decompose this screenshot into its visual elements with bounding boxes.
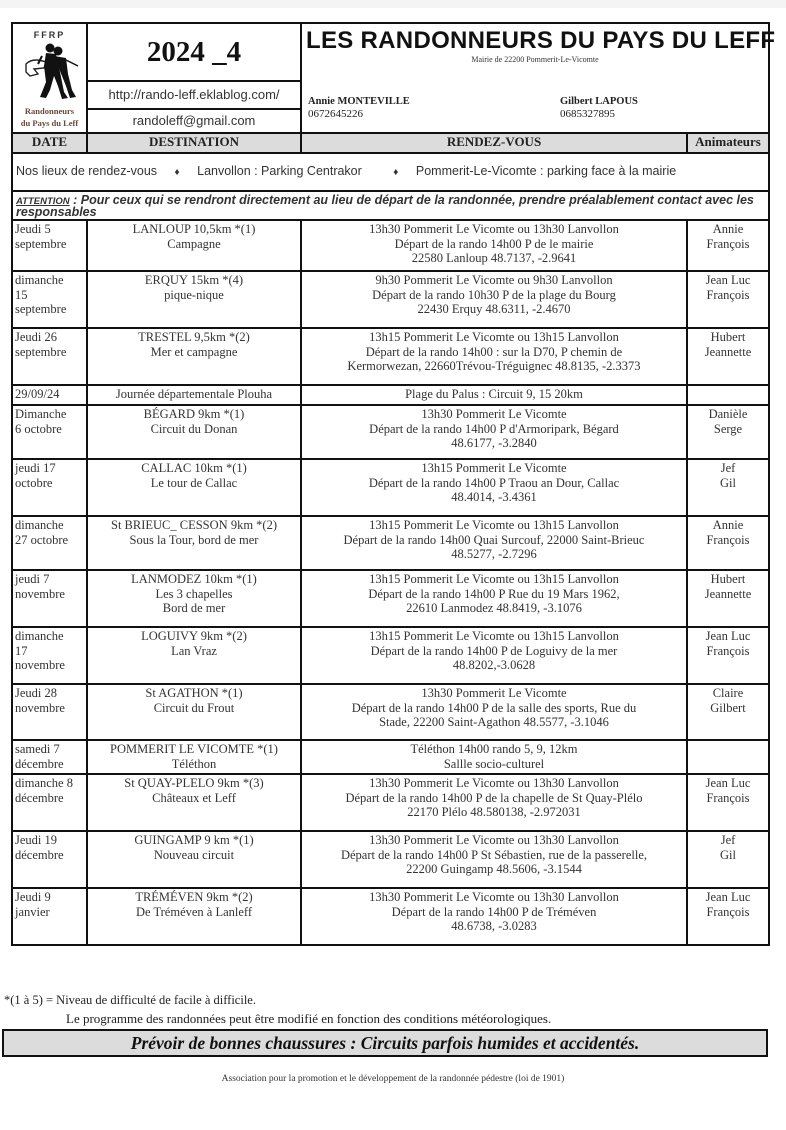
hike-rendezvous <box>301 459 687 516</box>
club-logo <box>12 23 87 133</box>
hike-date-line: Jeudi 19 <box>15 833 58 847</box>
hike-animateurs-line: François <box>706 236 750 251</box>
hike-destination <box>87 328 301 385</box>
hike-animateurs-line: Gil <box>720 847 736 862</box>
hike-destination <box>87 405 301 459</box>
hike-date <box>12 627 87 684</box>
hike-rendezvous-line: 22610 Lanmodez 48.8419, -3.1076 <box>406 601 582 615</box>
hike-destination-line: LANMODEZ 10km *(1) <box>131 572 257 586</box>
logo-ffrp-text: FFRP <box>33 30 66 40</box>
hike-date-line: 15 <box>15 287 28 302</box>
meeting-points-row <box>12 153 769 191</box>
hike-rendezvous <box>301 684 687 740</box>
hike-rendezvous-line: Départ de la rando 14h00 Quai Surcouf, 22000 Saint-Brieuc <box>343 532 645 547</box>
hike-date <box>12 570 87 627</box>
hike-rendezvous-line: Départ de la rando 14h00 P St Sébastien, rue de la passerelle, <box>340 847 648 862</box>
hike-animateurs-line: Annie <box>712 222 744 236</box>
hike-date-line: novembre <box>15 700 65 715</box>
hike-rendezvous-line: Sallle socio-culturel <box>443 756 545 771</box>
contact-2-phone: 0685327895 <box>560 108 615 120</box>
hike-destination <box>87 888 301 945</box>
program-document <box>11 22 776 946</box>
hike-rendezvous-line: Kermorwezan, 22660Trévou-Tréguignec 48.8135, -2.3373 <box>347 359 641 373</box>
hike-rendezvous-line: Départ de la rando 14h00 P d'Armoripark, Bégard <box>369 421 619 436</box>
hike-rendezvous-line: 48.6738, -3.0283 <box>451 919 537 933</box>
club-name: LES RANDONNEURS DU PAYS DU LEFF <box>306 27 776 54</box>
hike-date-line: décembre <box>15 847 64 862</box>
hike-rendezvous <box>301 271 687 328</box>
hike-date-line: septembre <box>15 344 67 359</box>
hike-animateurs <box>687 405 769 459</box>
difficulty-note: *(1 à 5) = Niveau de difficulté de facile à difficile. <box>4 993 256 1007</box>
hike-date-line: 29/09/24 <box>15 387 60 401</box>
hike-destination-line: LOGUIVY 9km *(2) <box>141 629 247 643</box>
hikes-table <box>11 132 770 946</box>
hike-row <box>12 888 769 945</box>
document-header <box>11 22 776 134</box>
hike-rendezvous <box>301 405 687 459</box>
hike-destination-line: Campagne <box>167 236 221 251</box>
hike-rendezvous-line: 48.5277, -2.7296 <box>451 547 537 561</box>
hike-date-line: décembre <box>15 756 64 771</box>
hike-destination-line: TRESTEL 9,5km *(2) <box>138 330 250 344</box>
hike-date-line: décembre <box>15 790 64 805</box>
hike-destination <box>87 627 301 684</box>
hike-rendezvous-line: 13h30 Pommerit Le Vicomte ou 13h30 Lanvollon <box>369 222 619 236</box>
email-link[interactable]: randoleff@gmail.com <box>87 109 301 133</box>
hike-date-line: octobre <box>15 475 53 490</box>
hike-date-line: janvier <box>15 904 50 919</box>
column-header-animateurs: Animateurs <box>687 133 769 153</box>
hike-rendezvous-line: Départ de la rando 14h00 P de la chapelle de St Quay-Plélo <box>345 790 643 805</box>
hike-destination-line: ERQUY 15km *(4) <box>144 273 244 287</box>
hike-row <box>12 516 769 570</box>
club-address: Mairie de 22200 Pommerit-Le-Vicomte <box>471 55 599 64</box>
hike-rendezvous-line: 13h15 Pommerit Le Vicomte ou 13h15 Lanvollon <box>369 629 619 643</box>
hike-rendezvous-line: Départ de la rando 14h00 P de Tréméven <box>391 904 597 919</box>
hike-row <box>12 627 769 684</box>
hike-row <box>12 570 769 627</box>
hike-rendezvous-line: 13h30 Pommerit Le Vicomte <box>421 686 567 700</box>
hike-animateurs-line: François <box>706 790 750 805</box>
hike-date-line: dimanche <box>15 273 64 287</box>
hike-destination-line: Circuit du Frout <box>153 700 235 715</box>
column-header-rendezvous: RENDEZ-VOUS <box>301 133 687 153</box>
hike-date <box>12 888 87 945</box>
hike-rendezvous <box>301 385 687 405</box>
contact-1 <box>308 95 410 121</box>
hike-animateurs-line: Jean Luc <box>705 776 751 790</box>
hike-rendezvous <box>301 328 687 385</box>
hike-rendezvous-line: Téléthon 14h00 rando 5, 9, 12km <box>410 742 578 756</box>
hike-row <box>12 740 769 774</box>
hike-date-line: Dimanche <box>15 407 67 421</box>
hike-animateurs <box>687 220 769 271</box>
attention-label: ATTENTION <box>16 196 70 207</box>
hike-date-line: jeudi 17 <box>15 461 56 475</box>
hike-destination-line: Téléthon <box>171 756 217 771</box>
hike-date <box>12 271 87 328</box>
diamond-bullet-icon: ♦ <box>393 166 399 178</box>
hike-rendezvous-line: 13h15 Pommerit Le Vicomte ou 13h15 Lanvollon <box>369 572 619 586</box>
hike-destination-line: Nouveau circuit <box>153 847 235 862</box>
attention-row <box>12 191 769 220</box>
hike-rendezvous-line: 22200 Guingamp 48.5606, -3.1544 <box>406 862 582 876</box>
hike-rendezvous-line: 48.4014, -3.4361 <box>451 490 537 504</box>
hike-date <box>12 328 87 385</box>
hike-date <box>12 459 87 516</box>
program-note: Le programme des randonnées peut être modifié en fonction des conditions météorologiques. <box>66 1011 552 1026</box>
hike-row <box>12 831 769 888</box>
hike-rendezvous-line: Départ de la rando 14h00 P de la salle des sports, Rue du <box>351 700 637 715</box>
hike-rendezvous <box>301 740 687 774</box>
hike-rendezvous-line: Départ de la rando 10h30 P de la plage du Bourg <box>372 287 616 302</box>
hike-rendezvous <box>301 570 687 627</box>
hike-row <box>12 684 769 740</box>
hike-animateurs-line: Gilbert <box>710 700 746 715</box>
program-code: 2024 _4 <box>87 23 301 81</box>
hike-animateurs-line: Jef <box>720 833 736 847</box>
hike-row <box>12 271 769 328</box>
shoes-warning-banner: Prévoir de bonnes chaussures : Circuits parfois humides et accidentés. <box>2 1029 768 1057</box>
hike-date-line: Jeudi 26 <box>15 330 58 344</box>
hike-destination-line: Le tour de Callac <box>150 475 238 490</box>
hike-destination-line: Sous la Tour, bord de mer <box>129 532 259 547</box>
hike-animateurs <box>687 684 769 740</box>
hike-destination-line: St BRIEUC_ CESSON 9km *(2) <box>111 518 277 532</box>
hike-destination <box>87 271 301 328</box>
hike-destination-line: Circuit du Donan <box>150 421 238 436</box>
hike-date-line: novembre <box>15 586 65 601</box>
hike-rendezvous-line: Stade, 22200 Saint-Agathon 48.5577, -3.1046 <box>379 715 609 729</box>
hike-animateurs <box>687 271 769 328</box>
hike-rendezvous-line: Départ de la rando 14h00 P de le mairie <box>394 236 594 251</box>
hike-animateurs-line: Jeannette <box>704 344 752 359</box>
hike-date-line: septembre <box>15 302 67 316</box>
hike-rendezvous-line: 13h30 Pommerit Le Vicomte ou 13h30 Lanvollon <box>369 833 619 847</box>
hike-date-line: Jeudi 5 <box>15 222 51 236</box>
hike-date-line: dimanche <box>15 518 64 532</box>
table-header-row <box>12 133 769 153</box>
hike-date <box>12 831 87 888</box>
contact-2 <box>560 95 638 121</box>
hike-animateurs-line: Hubert <box>710 572 746 586</box>
hike-animateurs <box>687 627 769 684</box>
contact-2-name: Gilbert LAPOUS <box>560 96 638 107</box>
hike-rendezvous <box>301 516 687 570</box>
association-note: Association pour la promotion et le développement de la randonnée pédestre (loi de 1901) <box>221 1074 565 1084</box>
hike-animateurs-line: Claire <box>712 686 744 700</box>
hike-destination <box>87 220 301 271</box>
hike-animateurs-line: François <box>706 532 750 547</box>
hike-animateurs-line: Danièle <box>708 407 748 421</box>
hike-destination <box>87 385 301 405</box>
hike-destination-line: CALLAC 10km *(1) <box>141 461 247 475</box>
hikers-logo-icon <box>20 42 80 104</box>
hike-animateurs <box>687 570 769 627</box>
hike-destination-line: St AGATHON *(1) <box>145 686 243 700</box>
hike-destination-line: GUINGAMP 9 km *(1) <box>134 833 254 847</box>
hike-animateurs-line: Annie <box>712 518 744 532</box>
hike-rendezvous <box>301 831 687 888</box>
hike-destination <box>87 831 301 888</box>
hike-date-line: novembre <box>15 658 65 672</box>
hike-animateurs <box>687 831 769 888</box>
meeting-point-2: ♦ Pommerit-Le-Vicomte : parking face à la mairie <box>393 163 677 178</box>
hike-date-line: dimanche 8 <box>15 776 73 790</box>
hike-animateurs <box>687 385 769 405</box>
hike-animateurs-line: François <box>706 287 750 302</box>
hike-row <box>12 220 769 271</box>
hike-destination-line: pique-nique <box>164 287 224 302</box>
hike-rendezvous-line: 9h30 Pommerit Le Vicomte ou 9h30 Lanvollon <box>375 273 613 287</box>
hike-date-line: jeudi 7 <box>15 572 50 586</box>
hike-animateurs-line: Jean Luc <box>705 629 751 643</box>
hike-destination-line: St QUAY-PLELO 9km *(3) <box>124 776 264 790</box>
hike-row <box>12 328 769 385</box>
hike-rendezvous-line: 13h30 Pommerit Le Vicomte ou 13h30 Lanvollon <box>369 776 619 790</box>
hike-destination <box>87 516 301 570</box>
hike-destination-line: Journée départementale Plouha <box>115 387 273 401</box>
hike-destination-line: Mer et campagne <box>150 344 238 359</box>
hike-destination <box>87 459 301 516</box>
hike-destination-line: BÉGARD 9km *(1) <box>143 407 245 421</box>
hike-animateurs-line: Jeannette <box>704 586 752 601</box>
hike-rendezvous-line: Départ de la rando 14h00 P Traou an Dour, Callac <box>368 475 620 490</box>
hike-rendezvous-line: Plage du Palus : Circuit 9, 15 20km <box>405 387 583 401</box>
hike-rendezvous-line: 13h30 Pommerit Le Vicomte <box>421 407 567 421</box>
meeting-point-1: ♦ Lanvollon : Parking Centrakor <box>174 163 362 178</box>
hike-date <box>12 774 87 831</box>
club-info <box>301 23 776 133</box>
diamond-bullet-icon: ♦ <box>174 166 180 178</box>
hike-destination <box>87 740 301 774</box>
hike-animateurs-line: François <box>706 643 750 658</box>
hike-destination-line: De Tréméven à Lanleff <box>135 904 253 919</box>
hike-destination-line: Bord de mer <box>162 601 226 615</box>
meeting-points-label: Nos lieux de rendez-vous <box>16 163 158 178</box>
hike-rendezvous-line: Départ de la rando 14h00 P de Loguivy de la mer <box>370 643 618 658</box>
hike-rendezvous-line: Départ de la rando 14h00 P Rue du 19 Mars 1962, <box>368 586 620 601</box>
hike-destination-line: TRÉMÉVEN 9km *(2) <box>135 890 253 904</box>
hike-destination-line: Les 3 chapelles <box>155 586 233 601</box>
hike-rendezvous-line: 13h15 Pommerit Le Vicomte ou 13h15 Lanvollon <box>369 330 619 344</box>
hike-animateurs-line: Gil <box>720 475 736 490</box>
hike-rendezvous-line: 48.6177, -3.2840 <box>451 436 537 450</box>
logo-caption-line2: du Pays du Leff <box>20 118 79 128</box>
hike-animateurs <box>687 774 769 831</box>
hike-row <box>12 774 769 831</box>
hike-row <box>12 405 769 459</box>
hike-destination-line: Lan Vraz <box>171 643 217 658</box>
hike-animateurs <box>687 328 769 385</box>
hike-rendezvous <box>301 220 687 271</box>
hike-date <box>12 516 87 570</box>
hike-animateurs <box>687 516 769 570</box>
hike-destination-line: Châteaux et Leff <box>152 790 236 805</box>
hike-animateurs-line: Jef <box>720 461 736 475</box>
hike-destination-line: LANLOUP 10,5km *(1) <box>132 222 256 236</box>
hike-rendezvous-line: 22430 Erquy 48.6311, -2.4670 <box>417 302 571 316</box>
logo-caption-line1: Randonneurs <box>24 106 75 116</box>
contact-1-phone: 0672645226 <box>308 108 363 120</box>
hike-rendezvous-line: 22170 Plélo 48.580138, -2.972031 <box>407 805 581 819</box>
hike-rendezvous-line: 13h30 Pommerit Le Vicomte ou 13h30 Lanvollon <box>369 890 619 904</box>
hike-animateurs-line: Jean Luc <box>705 890 751 904</box>
hike-animateurs-line: François <box>706 904 750 919</box>
hike-rendezvous <box>301 888 687 945</box>
contact-1-name: Annie MONTEVILLE <box>308 96 410 107</box>
hike-date-line: Jeudi 28 <box>15 686 58 700</box>
hike-rendezvous-line: 13h15 Pommerit Le Vicomte <box>421 461 567 475</box>
hike-date-line: 27 octobre <box>15 532 69 547</box>
hike-date <box>12 405 87 459</box>
attention-text: : Pour ceux qui se rendront directement au lieu de départ de la randonnée, prendre préalablement contact avec les responsables <box>16 193 754 219</box>
hike-animateurs <box>687 888 769 945</box>
column-header-date: DATE <box>12 133 87 153</box>
hike-date-line: dimanche <box>15 629 64 643</box>
hike-row <box>12 459 769 516</box>
hike-rendezvous <box>301 627 687 684</box>
hike-animateurs-line: Hubert <box>710 330 746 344</box>
hike-destination <box>87 570 301 627</box>
hike-date-line: 6 octobre <box>15 421 62 436</box>
hike-animateurs-line: Jean Luc <box>705 273 751 287</box>
hike-date <box>12 684 87 740</box>
column-header-destination: DESTINATION <box>87 133 301 153</box>
viewer-top-bar <box>0 0 786 8</box>
hike-rendezvous-line: 48.8202,-3.0628 <box>452 658 536 672</box>
hike-date <box>12 385 87 405</box>
hike-date-line: septembre <box>15 236 67 251</box>
hike-rendezvous-line: 13h15 Pommerit Le Vicomte ou 13h15 Lanvollon <box>369 518 619 532</box>
hike-animateurs-line: Serge <box>713 421 743 436</box>
hike-rendezvous <box>301 774 687 831</box>
hike-destination <box>87 684 301 740</box>
hike-date-line: samedi 7 <box>15 742 60 756</box>
hike-destination-line: POMMERIT LE VICOMTE *(1) <box>110 742 278 756</box>
hike-date <box>12 740 87 774</box>
hike-date-line: Jeudi 9 <box>15 890 51 904</box>
hike-date-line: 17 <box>15 643 28 658</box>
hike-rendezvous-line: Départ de la rando 14h00 : sur la D70, P chemin de <box>365 344 623 359</box>
hike-animateurs <box>687 740 769 774</box>
hike-row <box>12 385 769 405</box>
hike-rendezvous-line: 22580 Lanloup 48.7137, -2.9641 <box>411 251 577 265</box>
hike-date <box>12 220 87 271</box>
hike-destination <box>87 774 301 831</box>
hike-animateurs <box>687 459 769 516</box>
website-link[interactable]: http://rando-leff.eklablog.com/ <box>87 81 301 109</box>
